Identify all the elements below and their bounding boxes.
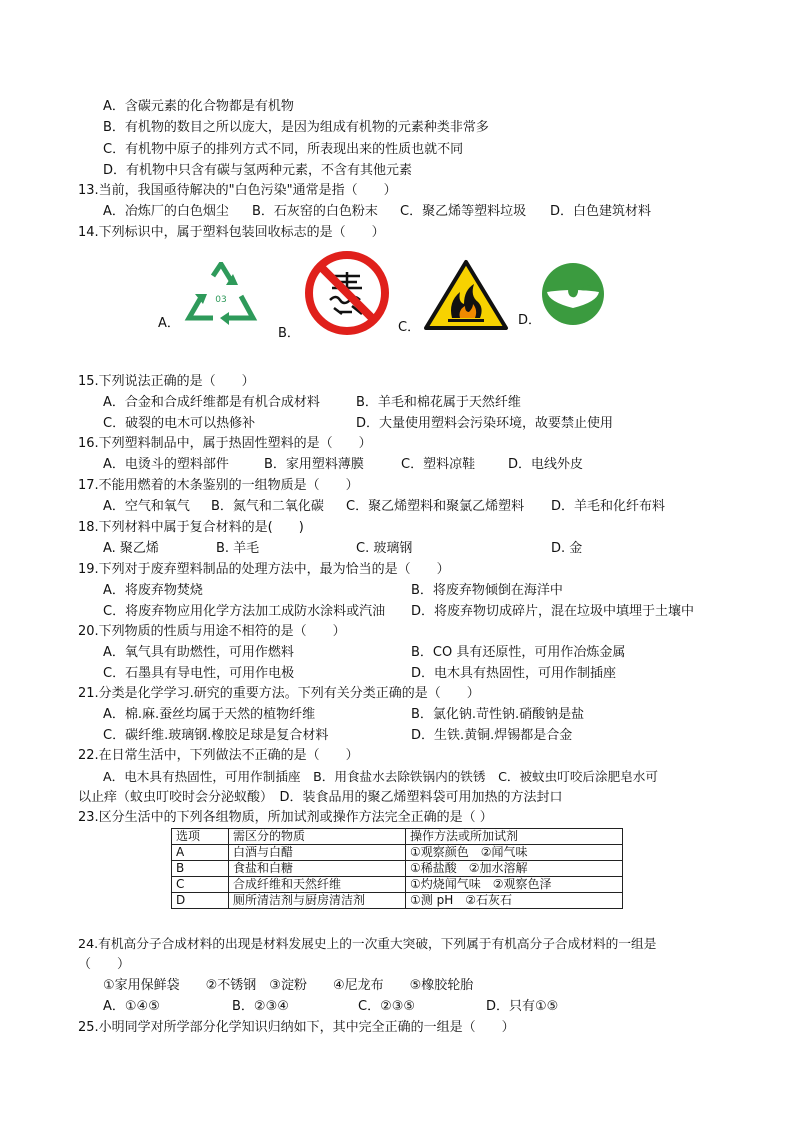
q19-stem: 19.下列对于废弃塑料制品的处理方法中，最为恰当的是（ ） xyxy=(78,562,450,577)
q15-option-c: C．破裂的电木可以热修补 xyxy=(103,416,256,431)
q18-option-b: B. 羊毛 xyxy=(216,541,260,556)
q17-option-a: A．空气和氧气 xyxy=(103,499,190,514)
table-row xyxy=(172,845,623,861)
q14-label-c: C． xyxy=(398,320,421,335)
q24-option-b: B．②③④ xyxy=(232,999,289,1014)
table-cell: 食盐和白糖 xyxy=(229,861,406,877)
q15-option-a: A．合金和合成纤维都是有机合成材料 xyxy=(103,395,320,410)
table-cell: C xyxy=(172,877,229,893)
q18-stem: 18.下列材料中属于复合材料的是( ) xyxy=(78,520,304,535)
q13-option-b: B．石灰窑的白色粉末 xyxy=(252,204,378,219)
table-header-cell: 需区分的物质 xyxy=(229,829,406,845)
table-cell: ①稀盐酸 ②加水溶解 xyxy=(406,861,623,877)
q24-stem: 24.有机高分子合成材料的出现是材料发展史上的一次重大突破，下列属于有机高分子合成材料的一组是 xyxy=(78,936,657,951)
q15-option-b: B．羊毛和棉花属于天然纤维 xyxy=(356,395,521,410)
q24-option-c: C．②③⑤ xyxy=(358,999,416,1014)
q14-stem: 14.下列标识中，属于塑料包装回收标志的是（ ） xyxy=(78,225,385,240)
q20-stem: 20.下列物质的性质与用途不相符的是（ ） xyxy=(78,624,346,639)
q16-option-c: C．塑料凉鞋 xyxy=(401,457,476,472)
q18-option-d: D. 金 xyxy=(551,541,583,556)
table-cell: 合成纤维和天然纤维 xyxy=(229,877,406,893)
q24-stem-end: （ ） xyxy=(78,957,131,972)
table-row xyxy=(172,861,623,877)
q14-label-d: D． xyxy=(518,313,542,328)
table-cell: D xyxy=(172,893,229,909)
table-cell: ①观察颜色 ②闻气味 xyxy=(406,845,623,861)
flammable-warning-icon xyxy=(422,258,510,332)
q16-option-a: A．电烫斗的塑料部件 xyxy=(103,457,229,472)
q16-stem: 16.下列塑料制品中，属于热固性塑料的是（ ） xyxy=(78,436,372,451)
no-burning-prohibition-icon xyxy=(304,250,390,336)
q14-label-a: A． xyxy=(158,316,180,331)
q18-option-c: C. 玻璃钢 xyxy=(356,541,413,556)
q24-option-a: A．①④⑤ xyxy=(103,999,160,1014)
table-cell: B xyxy=(172,861,229,877)
q13-option-d: D．白色建筑材料 xyxy=(550,204,652,219)
q22-stem: 22.在日常生活中，下列做法不正确的是（ ） xyxy=(78,748,359,763)
q19-option-c: C．将废弃物应用化学方法加工成防水涂料或汽油 xyxy=(103,604,386,619)
q20-option-b: B．CO 具有还原性，可用作冶炼金属 xyxy=(411,645,626,660)
recycle-code: 03 xyxy=(215,295,227,305)
q17-stem: 17.不能用燃着的木条鉴别的一组物质是（ ） xyxy=(78,478,359,493)
q19-option-a: A．将废弃物焚烧 xyxy=(103,583,203,598)
table-row xyxy=(172,877,623,893)
q16-option-b: B．家用塑料薄膜 xyxy=(264,457,364,472)
q22-options-line2: 以止痒（蚊虫叮咬时会分泌蚁酸） D．装食品用的聚乙烯塑料袋可用加热的方法封口 xyxy=(78,790,563,805)
q25-stem: 25.小明同学对所学部分化学知识归纳如下，其中完全正确的一组是（ ） xyxy=(78,1020,515,1035)
q21-option-d: D．生铁.黄铜.焊锡都是合金 xyxy=(411,728,573,743)
q17-option-d: D．羊毛和化纤布料 xyxy=(551,499,666,514)
table-cell: A xyxy=(172,845,229,861)
q17-option-c: C．聚乙烯塑料和聚氯乙烯塑料 xyxy=(346,499,525,514)
q19-option-b: B．将废弃物倾倒在海洋中 xyxy=(411,583,563,598)
table-cell: 白酒与白醋 xyxy=(229,845,406,861)
q20-option-c: C．石墨具有导电性，可用作电极 xyxy=(103,666,295,681)
q24-items: ①家用保鲜袋 ②不锈钢 ③淀粉 ④尼龙布 ⑤橡胶轮胎 xyxy=(103,978,474,993)
q22-options-line1: A．电木具有热固性，可用作制插座 B．用食盐水去除铁锅内的铁锈 C．被蚊虫叮咬后涂肥皂水可 xyxy=(103,769,658,784)
q18-option-a: A. 聚乙烯 xyxy=(103,541,159,556)
table-cell: ①灼烧闻气味 ②观察色泽 xyxy=(406,877,623,893)
q13-option-a: A．冶炼厂的白色烟尘 xyxy=(103,204,229,219)
table-header-cell: 操作方法或所加试剂 xyxy=(406,829,623,845)
q23-table xyxy=(171,828,623,909)
green-circle-drop-icon xyxy=(541,262,605,326)
q24-option-d: D．只有①⑤ xyxy=(486,999,559,1014)
table-cell: 厕所清洁剂与厨房清洁剂 xyxy=(229,893,406,909)
q21-option-b: B．氯化钠.苛性钠.硝酸钠是盐 xyxy=(411,707,585,722)
table-row xyxy=(172,893,623,909)
q21-option-a: A．棉.麻.蚕丝均属于天然的植物纤维 xyxy=(103,707,316,722)
q13-stem: 13.当前，我国亟待解决的"白色污染"通常是指（ ） xyxy=(78,183,397,198)
q23-stem: 23.区分生活中的下列各组物质，所加试剂或操作方法完全正确的是（ ） xyxy=(78,810,493,825)
q15-stem: 15.下列说法正确的是（ ） xyxy=(78,374,255,389)
q20-option-a: A．氧气具有助燃性，可用作燃料 xyxy=(103,645,294,660)
table-cell: ①测 pH ②石灰石 xyxy=(406,893,623,909)
q14-label-b: B． xyxy=(278,326,300,341)
q12-option-a: A．含碳元素的化合物都是有机物 xyxy=(103,99,294,114)
q12-option-b: B．有机物的数目之所以庞大，是因为组成有机物的元素种类非常多 xyxy=(103,120,489,135)
q12-option-c: C．有机物中原子的排列方式不同，所表现出来的性质也就不同 xyxy=(103,142,464,157)
q13-option-c: C．聚乙烯等塑料垃圾 xyxy=(400,204,527,219)
q20-option-d: D．电木具有热固性，可用作制插座 xyxy=(411,666,617,681)
q19-option-d: D．将废弃物切成碎片，混在垃圾中填埋于土壤中 xyxy=(411,604,695,619)
q21-stem: 21.分类是化学学习.研究的重要方法。下列有关分类正确的是（ ） xyxy=(78,686,480,701)
q12-option-d: D．有机物中只含有碳与氢两种元素，不含有其他元素 xyxy=(103,163,413,178)
q17-option-b: B．氮气和二氧化碳 xyxy=(211,499,324,514)
recycle-symbol-icon xyxy=(183,262,259,328)
q21-option-c: C．碳纤维.玻璃钢.橡胶足球是复合材料 xyxy=(103,728,329,743)
q16-option-d: D．电线外皮 xyxy=(508,457,584,472)
table-header-row xyxy=(172,829,623,845)
table-header-cell: 选项 xyxy=(172,829,229,845)
q15-option-d: D．大量使用塑料会污染环境，故要禁止使用 xyxy=(356,416,614,431)
